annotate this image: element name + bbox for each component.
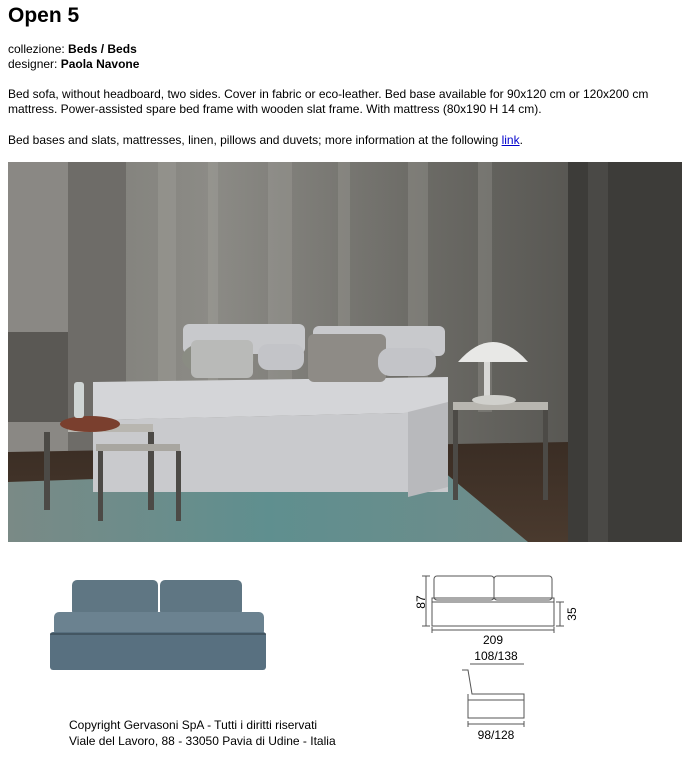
product-title: Open 5 (8, 4, 80, 27)
product-description: Bed sofa, without headboard, two sides. Cover in fabric or eco-leather. Bed base available for 90x120 cm or 120x200 cm mattress. Power-assisted spare bed frame with wooden slat frame. With mattress (80x190 H 14 cm). (8, 87, 649, 116)
dim-width: 209 (482, 633, 504, 647)
dim-height: 87 (414, 595, 428, 609)
footer-line-1: Copyright Gervasoni SpA - Tutti i diritti riservati (69, 718, 318, 732)
more-info-text: Bed bases and slats, mattresses, linen, pillows and duvets; more information at the following (8, 133, 502, 147)
footer-copyright (69, 717, 336, 749)
designer-value: Paola Navone (60, 57, 140, 71)
product-meta (8, 42, 139, 72)
product-photo (8, 162, 682, 542)
more-info-link[interactable]: link (501, 133, 520, 147)
dimension-drawings (400, 566, 600, 756)
dim-bed-width: 108/138 (474, 649, 518, 663)
dim-depth: 98/128 (477, 728, 515, 742)
dim-seat-height: 35 (565, 607, 579, 621)
designer-label: designer: (8, 57, 58, 71)
more-info-line (8, 133, 523, 148)
more-info-suffix: . (519, 133, 523, 147)
collection-label: collezione: (8, 42, 65, 56)
footer-line-2: Viale del Lavoro, 88 - 33050 Pavia di Udine - Italia (69, 734, 336, 748)
collection-value: Beds / Beds (68, 42, 137, 56)
front-view-back-left (434, 576, 494, 600)
designer-line (8, 57, 139, 72)
collection-line (8, 42, 139, 57)
side-view (462, 670, 524, 718)
front-view-back-right (494, 576, 552, 600)
product-thumbnail (30, 556, 322, 716)
